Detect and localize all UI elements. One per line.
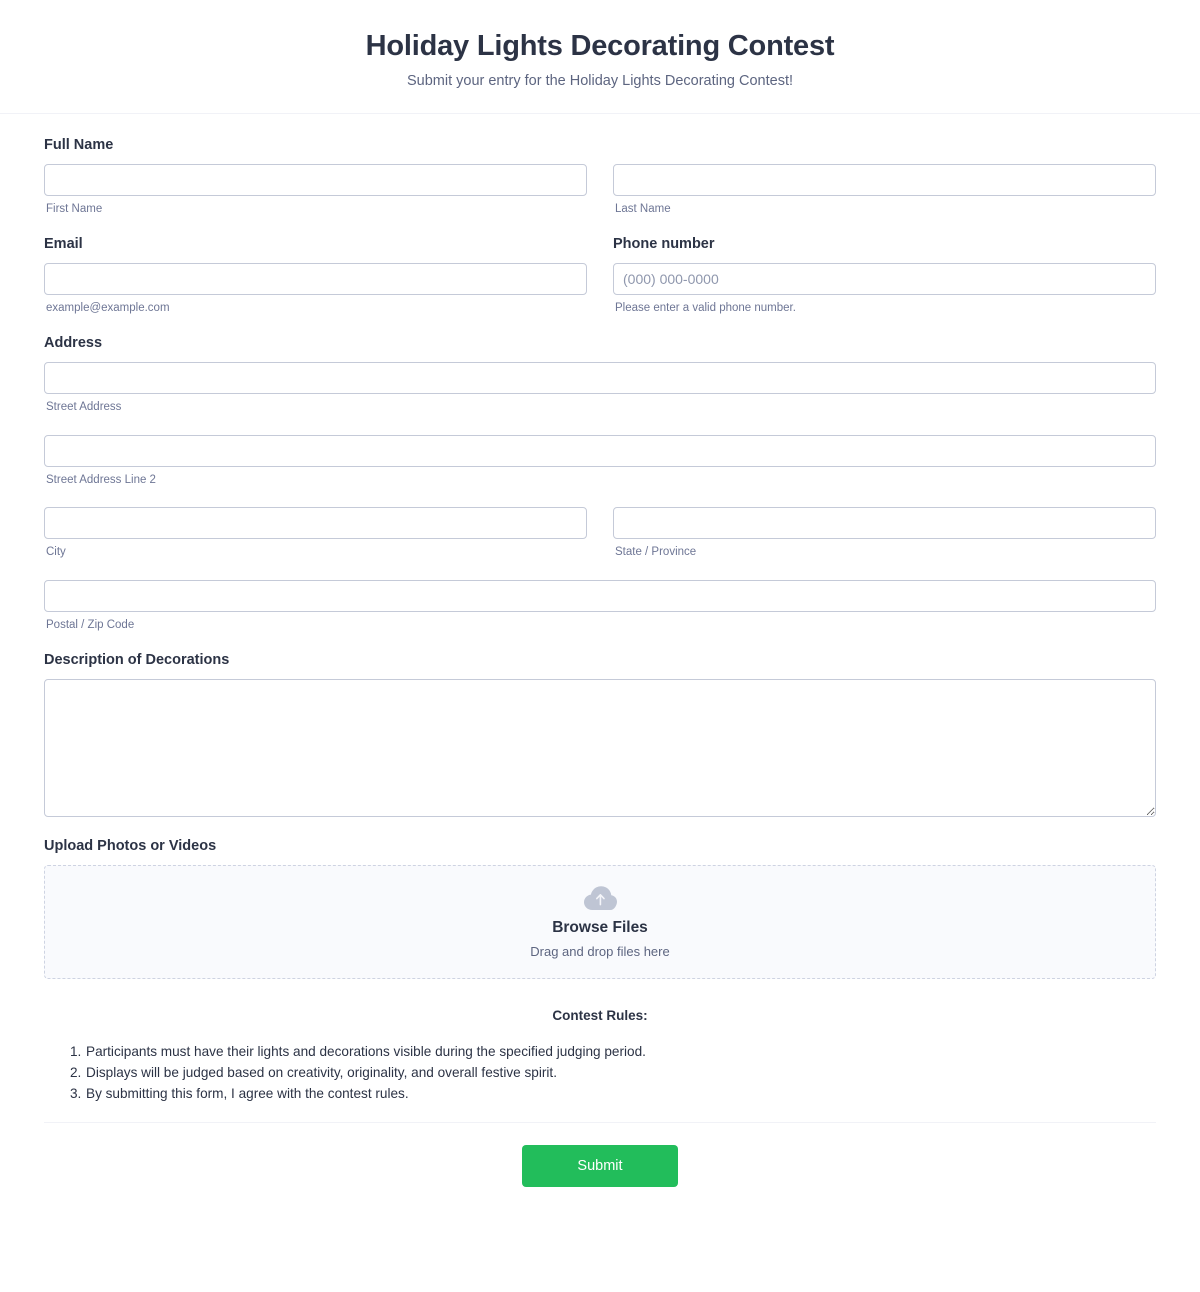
phone-sublabel: Please enter a valid phone number.: [615, 301, 796, 314]
street-address-line-2-input[interactable]: [44, 435, 1156, 467]
form-body: [0, 114, 1200, 1187]
email-phone-row: [44, 235, 1156, 316]
drag-drop-hint: Drag and drop files here: [530, 943, 670, 959]
rule-number: 3.: [70, 1085, 82, 1101]
first-name-input[interactable]: [44, 164, 587, 196]
field-email: [44, 235, 587, 316]
first-name-col: [44, 164, 587, 217]
field-description: [44, 651, 1156, 817]
full-name-row: [44, 164, 1156, 217]
email-sublabel: example@example.com: [46, 301, 170, 314]
state-province-input[interactable]: [613, 507, 1156, 539]
browse-files-button[interactable]: Browse Files: [552, 918, 648, 936]
list-item: [70, 1062, 1156, 1083]
city-col: [44, 507, 587, 560]
contest-rules-heading: Contest Rules:: [552, 1008, 648, 1024]
field-upload: [44, 837, 1156, 979]
spacer: [44, 560, 1156, 580]
field-full-name: [44, 136, 1156, 217]
field-phone: [613, 235, 1156, 316]
spacer: [44, 415, 1156, 435]
email-label: Email: [44, 235, 83, 252]
spacer: [44, 217, 1156, 235]
address-label: Address: [44, 334, 103, 351]
contest-rules-block: [44, 1007, 1156, 1122]
spacer: [44, 487, 1156, 507]
city-input[interactable]: [44, 507, 587, 539]
email-input[interactable]: [44, 263, 587, 295]
upload-label: Upload Photos or Videos: [44, 838, 217, 855]
description-label: Description of Decorations: [44, 652, 230, 669]
phone-label: Phone number: [613, 235, 715, 252]
contest-rules-list: [44, 1041, 1156, 1104]
rule-text: By submitting this form, I agree with the contest rules.: [86, 1085, 409, 1101]
last-name-sublabel: Last Name: [615, 203, 671, 216]
rule-number: 1.: [70, 1043, 82, 1059]
last-name-input[interactable]: [613, 164, 1156, 196]
form-footer: [44, 1122, 1156, 1187]
submit-button[interactable]: Submit: [522, 1145, 678, 1187]
street-address-col: [44, 362, 1156, 415]
postal-zip-sublabel: Postal / Zip Code: [46, 619, 135, 632]
page-title: Holiday Lights Decorating Contest: [365, 30, 835, 62]
full-name-label: Full Name: [44, 137, 114, 154]
phone-input[interactable]: [613, 263, 1156, 295]
street-address-sublabel: Street Address: [46, 400, 122, 413]
last-name-col: [613, 164, 1156, 217]
spacer: [44, 316, 1156, 334]
form-header: [0, 0, 1200, 114]
rule-number: 2.: [70, 1064, 82, 1080]
page-subtitle: Submit your entry for the Holiday Lights Decorating Contest!: [406, 73, 794, 90]
file-drop-zone[interactable]: [44, 865, 1156, 979]
rule-text: Participants must have their lights and decorations visible during the specified judging period.: [86, 1043, 646, 1059]
street-address-line-2-sublabel: Street Address Line 2: [46, 473, 156, 486]
postal-zip-input[interactable]: [44, 580, 1156, 612]
spacer: [44, 633, 1156, 651]
postal-col: [44, 580, 1156, 633]
field-address: [44, 334, 1156, 634]
first-name-sublabel: First Name: [46, 203, 103, 216]
list-item: [70, 1041, 1156, 1062]
cloud-upload-icon: [583, 885, 617, 911]
list-item: [70, 1083, 1156, 1104]
spacer: [44, 817, 1156, 837]
rule-text: Displays will be judged based on creativity, originality, and overall festive spirit.: [86, 1064, 557, 1080]
state-col: [613, 507, 1156, 560]
street-address-2-col: [44, 435, 1156, 488]
street-address-input[interactable]: [44, 362, 1156, 394]
description-textarea[interactable]: [44, 679, 1156, 817]
city-state-row: [44, 507, 1156, 560]
state-province-sublabel: State / Province: [615, 546, 697, 559]
city-sublabel: City: [46, 546, 66, 559]
